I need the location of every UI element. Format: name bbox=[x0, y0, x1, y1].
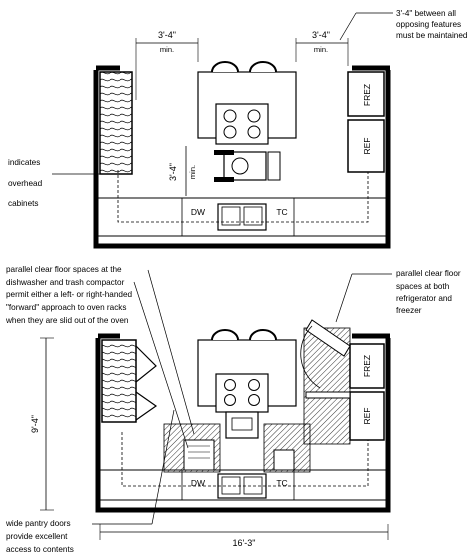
bottom-pantry bbox=[102, 340, 136, 422]
top-pantry bbox=[100, 72, 132, 174]
top-dim-right-value: 3'-4" bbox=[312, 30, 330, 40]
note-left-line: when they are slid out of the oven bbox=[6, 316, 129, 325]
note-pantry-line: wide pantry doors bbox=[6, 519, 71, 528]
note-right-line: freezer bbox=[396, 306, 422, 315]
bottom-frez-label: FREZ bbox=[362, 354, 372, 378]
pantry-door-swing bbox=[136, 346, 156, 420]
top-dim-vertical bbox=[168, 146, 197, 196]
bottom-dim-depth bbox=[30, 338, 54, 510]
bottom-dim-depth-value: 9'-4" bbox=[30, 415, 40, 433]
leader-line bbox=[134, 282, 188, 448]
note-left-line: "forward" approach to oven racks bbox=[6, 303, 127, 312]
note-left-line: permit either a left- or right-handed bbox=[6, 290, 133, 299]
top-dim-vertical-value: 3'-4" bbox=[168, 163, 178, 181]
top-dw-label: DW bbox=[190, 207, 206, 217]
note-right-line: refrigerator and bbox=[396, 294, 452, 303]
note-overhead-line: indicates bbox=[8, 158, 41, 167]
sink-bowl bbox=[222, 477, 240, 494]
note-left-line: parallel clear floor spaces at the bbox=[6, 265, 122, 274]
leader-line bbox=[148, 270, 194, 434]
top-sink bbox=[218, 204, 266, 230]
note-floor-spaces-right bbox=[336, 269, 461, 322]
top-dim-vertical-min: min. bbox=[188, 164, 197, 180]
dishwasher-open bbox=[184, 440, 214, 470]
top-dim-right-min: min. bbox=[313, 45, 329, 54]
oven-door-open bbox=[226, 412, 258, 438]
top-dim-left-min: min. bbox=[159, 45, 175, 54]
sink-bowl bbox=[244, 477, 262, 494]
bottom-stool bbox=[250, 330, 276, 340]
note-opposing-features bbox=[340, 9, 468, 40]
bottom-floor-plan bbox=[5, 265, 461, 554]
top-overhead-cabinets-line bbox=[118, 170, 368, 222]
bottom-stool bbox=[212, 330, 238, 340]
bottom-dim-width bbox=[100, 524, 388, 548]
note-pantry-line: access to contents bbox=[6, 545, 74, 554]
top-tc-label: TC bbox=[276, 207, 288, 217]
top-dim-right bbox=[296, 30, 348, 66]
bottom-ref-label: REF bbox=[362, 407, 372, 425]
note-right-line: spaces at both bbox=[396, 282, 450, 291]
note-overhead-line: overhead bbox=[8, 179, 43, 188]
bottom-dim-width-value: 16'-3" bbox=[232, 538, 256, 548]
top-floor-plan bbox=[8, 9, 468, 246]
note-opposing-line: must be maintained bbox=[396, 31, 468, 40]
compactor-open bbox=[274, 450, 294, 470]
note-opposing-line: opposing features bbox=[396, 20, 462, 29]
top-dim-left-value: 3'-4" bbox=[158, 30, 176, 40]
top-frez-label: FREZ bbox=[362, 83, 372, 107]
top-stool bbox=[250, 62, 276, 72]
top-wheelchair bbox=[214, 150, 280, 182]
refrigerator-door-open bbox=[306, 392, 350, 398]
note-pantry-line: provide excellent bbox=[6, 532, 68, 541]
bottom-dw-label: DW bbox=[190, 478, 206, 488]
note-left-line: dishwasher and trash compactor bbox=[6, 278, 125, 287]
top-dim-left bbox=[136, 30, 198, 100]
note-opposing-line: 3'-4" between all bbox=[396, 9, 456, 18]
bottom-tc-label: TC bbox=[276, 478, 288, 488]
top-ref-label: REF bbox=[362, 137, 372, 155]
top-island-cooktop bbox=[216, 104, 268, 144]
top-stool bbox=[212, 62, 238, 72]
note-overhead-line: cabinets bbox=[8, 199, 39, 208]
note-right-line: parallel clear floor bbox=[396, 269, 461, 278]
bottom-cooktop bbox=[216, 374, 268, 412]
